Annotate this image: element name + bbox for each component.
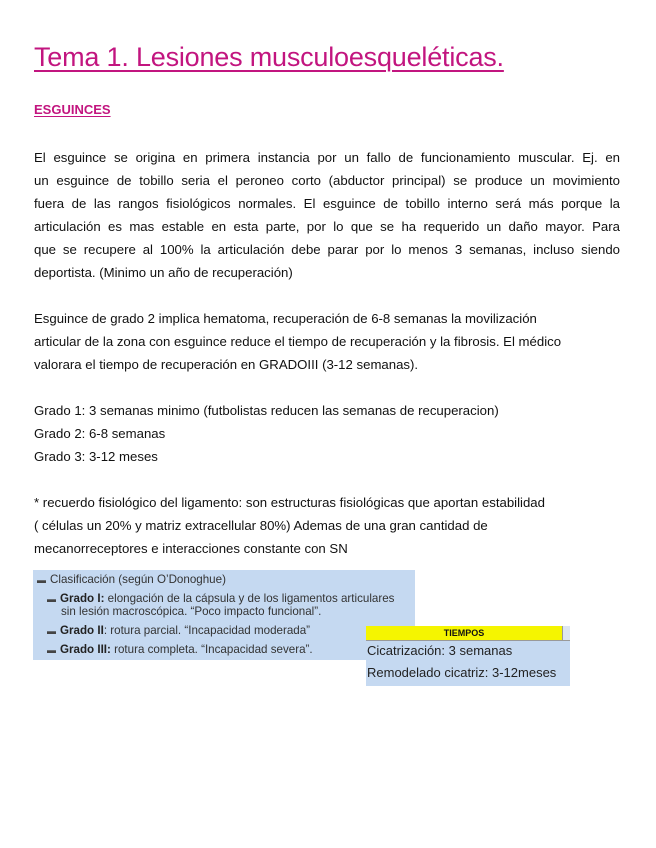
paragraph-line: Esguince de grado 2 implica hematoma, recuperación de 6-8 semanas la movilización — [34, 311, 537, 326]
paragraph-line: ( células un 20% y matriz extracellular 80%) Ademas de una gran cantidad de — [34, 518, 488, 533]
grade-description: rotura completa. “Incapacidad severa”. — [110, 643, 313, 656]
tiempos-header-cell — [563, 626, 570, 641]
grade-item: Grado 1: 3 semanas minimo (futbolistas reducen las semanas de recuperacion) — [34, 403, 499, 418]
classification-item-continuation: sin lesión macroscópica. “Poco impacto funcional”. — [61, 605, 322, 618]
grade-label: Grado II — [60, 624, 104, 637]
classification-item — [47, 624, 310, 638]
grades-list — [34, 399, 620, 468]
paragraph-line: mecanorreceptores e interacciones constante con SN — [34, 541, 348, 556]
bullet-icon: ▬ — [47, 594, 56, 604]
bullet-icon: ▬ — [47, 626, 56, 636]
paragraph-line: deportista. (Minimo un año de recuperación) — [34, 265, 293, 280]
paragraph-line: articulación es mas estable en esta parte, por lo que se ha requerido un daño mayor. Para — [34, 219, 620, 234]
paragraph-ligament — [34, 491, 620, 560]
paragraph-line: que se recupere al 100% la articulación debe parar por lo menos 3 semanas, incluso siendo — [34, 242, 620, 257]
bullet-icon: ▬ — [37, 575, 46, 585]
paragraph-line: fuera de las rangos fisiológicos normales. El esguince de tobillo interno será más porque la — [34, 196, 620, 211]
tiempos-row: Remodelado cicatriz: 3-12meses — [367, 665, 557, 680]
paragraph-line: El esguince se origina en primera instancia por un fallo de funcionamiento muscular. Ej. en — [34, 150, 620, 165]
document-title: Tema 1. Lesiones musculoesqueléticas. — [34, 42, 504, 72]
paragraph-line: valorara el tiempo de recuperación en GRADOIII (3-12 semanas). — [34, 357, 419, 372]
grade-label: Grado I: — [60, 592, 105, 605]
classification-heading-row — [37, 573, 226, 587]
classification-item — [47, 643, 313, 657]
paragraph-line: * recuerdo fisiológico del ligamento: son estructuras fisiológicas que aportan estabilidad — [34, 495, 545, 510]
paragraph-line: articular de la zona con esguince reduce el tiempo de recuperación y la fibrosis. El médico — [34, 334, 562, 349]
grade-description: : rotura parcial. “Incapacidad moderada” — [103, 624, 311, 637]
bullet-icon: ▬ — [47, 645, 56, 655]
section-heading-esguinces: ESGUINCES — [34, 102, 111, 117]
tiempos-row: Cicatrización: 3 semanas — [367, 643, 513, 658]
tiempos-header: TIEMPOS — [366, 626, 563, 641]
classification-heading: Clasificación (según O’Donoghue) — [50, 573, 226, 586]
paragraph-grade-2 — [34, 307, 620, 376]
grade-item: Grado 2: 6-8 semanas — [34, 426, 166, 441]
classification-item — [47, 592, 394, 606]
classification-box — [33, 570, 415, 660]
tiempos-table — [366, 626, 570, 686]
paragraph-line: un esguince de tobillo seria el peroneo corto (abductor principal) se produce un movimiento — [34, 173, 620, 188]
paragraph-origin — [34, 146, 620, 284]
grade-description: elongación de la cápsula y de los ligamentos articulares — [104, 592, 395, 605]
grade-label: Grado III: — [60, 643, 111, 656]
grade-item: Grado 3: 3-12 meses — [34, 449, 158, 464]
